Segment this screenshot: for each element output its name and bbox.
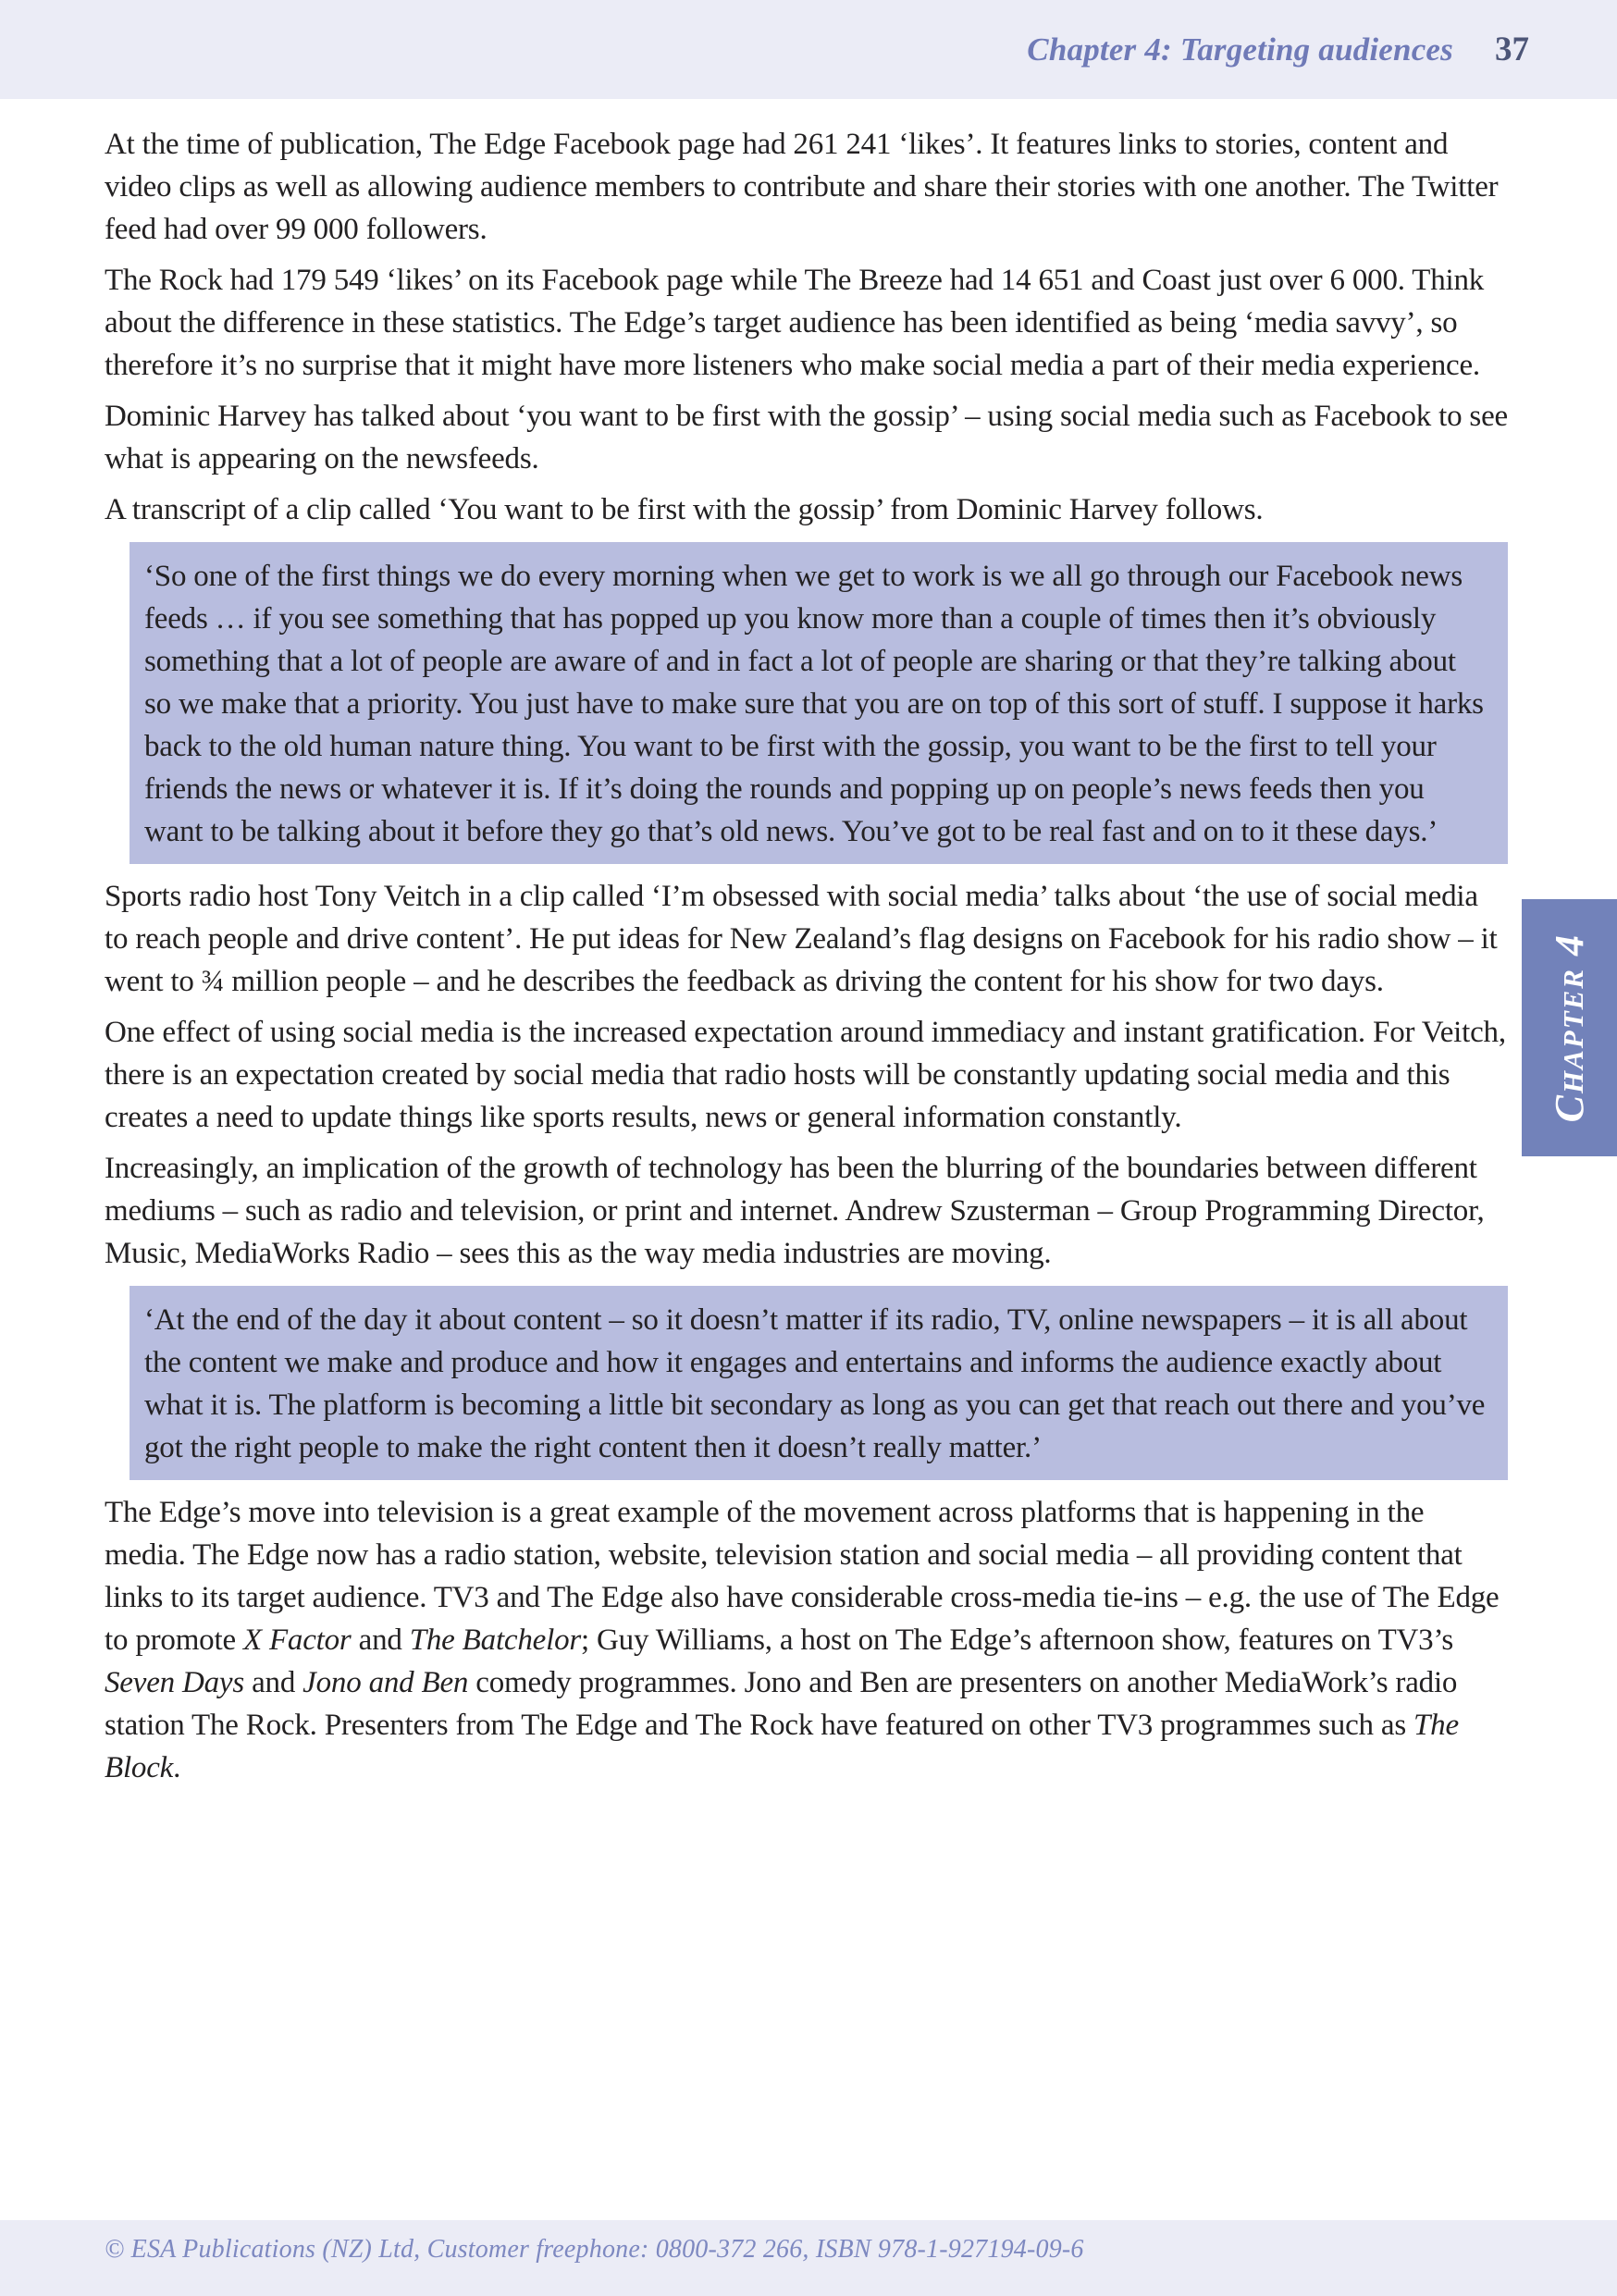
page-footer <box>0 2220 1617 2296</box>
body-paragraph-5: Sports radio host Tony Veitch in a clip called ‘I’m obsessed with social media’ talks about ‘the use of social media to reach people and drive content’. He put ideas for New Zealand’s flag designs on Facebook for his radio show – it went to ¾ million people – and he describes the feedback as driving the content for his show for two days. <box>105 880 1498 998</box>
quote-box-1: ‘So one of the first things we do every morning when we get to work is we all go through our Facebook news feeds … if you see something that has popped up you know more than a couple of times then it’s obviously something that a lot of people are aware of and in fact a lot of people are sharing or that they’re talking about so we make that a priority. You just have to make sure that you are on top of this sort of stuff. I suppose it harks back to the old human nature thing. You want to be first with the gossip, you want to be the first to tell your friends the news or whatever it is. If it’s doing the rounds and popping up on people’s news feeds then you want to be talking about it before they go that’s old news. You’ve got to be real fast and on to it these days.’ <box>130 542 1508 864</box>
chapter-side-tab <box>1522 899 1617 1156</box>
page-header <box>0 0 1617 99</box>
footer-text: © ESA Publications (NZ) Ltd, Customer freephone: 0800-372 266, ISBN 978-1-927194-09-6 <box>105 2235 1084 2264</box>
body-paragraph-8: The Edge’s move into television is a great example of the movement across platforms that is happening in the media. The Edge now has a radio station, website, television station and social media – all providing content that links to its target audience. TV3 and The Edge also have considerable cross-media tie-ins – e.g. the use of The Edge to promote X Factor and The Batchelor; Guy Williams, a host on The Edge’s afternoon show, features on TV3’s Seven Days and Jono and Ben comedy programmes. Jono and Ben are presenters on another MediaWork’s radio station The Rock. Presenters from The Edge and The Rock have featured on other TV3 programmes such as The Block. <box>105 1496 1500 1784</box>
body-paragraph-6: One effect of using social media is the increased expectation around immediacy and instant gratification. For Veitch, there is an expectation created by social media that radio hosts will be constantly updating social media and this creates a need to update things like sports results, news or general information constantly. <box>105 1016 1506 1134</box>
body-paragraph-2: The Rock had 179 549 ‘likes’ on its Facebook page while The Breeze had 14 651 and Coast just over 6 000. Think about the difference in these statistics. The Edge’s target audience has been identified as being ‘media savvy’, so therefore it’s no surprise that it might have more listeners who make social media a part of their media experience. <box>105 264 1485 382</box>
page-body <box>0 99 1617 2220</box>
chapter-side-tab-label: Chapter 4 <box>1547 932 1592 1123</box>
body-paragraph-7: Increasingly, an implication of the growth of technology has been the blurring of the boundaries between different mediums – such as radio and television, or print and internet. Andrew Szusterman – Group Programming Director, Music, MediaWorks Radio – sees this as the way media industries are moving. <box>105 1152 1485 1270</box>
body-paragraph-3: Dominic Harvey has talked about ‘you want to be first with the gossip’ – using social media such as Facebook to see what is appearing on the newsfeeds. <box>105 400 1508 475</box>
body-paragraph-4: A transcript of a clip called ‘You want to be first with the gossip’ from Dominic Harvey follows. <box>105 493 1264 526</box>
quote-box-2: ‘At the end of the day it about content – so it doesn’t matter if its radio, TV, online newspapers – it is all about the content we make and produce and how it engages and entertains and informs the audience exactly about what it is. The platform is becoming a little bit secondary as long as you can get that reach out there and you’ve got the right people to make the right content then it doesn’t really matter.’ <box>130 1286 1508 1480</box>
page-number: 37 <box>1495 31 1529 68</box>
body-paragraph-1: At the time of publication, The Edge Facebook page had 261 241 ‘likes’. It features links to stories, content and video clips as well as allowing audience members to contribute and share their stories with one another. The Twitter feed had over 99 000 followers. <box>105 128 1499 246</box>
chapter-title: Chapter 4: Targeting audiences <box>1027 31 1453 68</box>
